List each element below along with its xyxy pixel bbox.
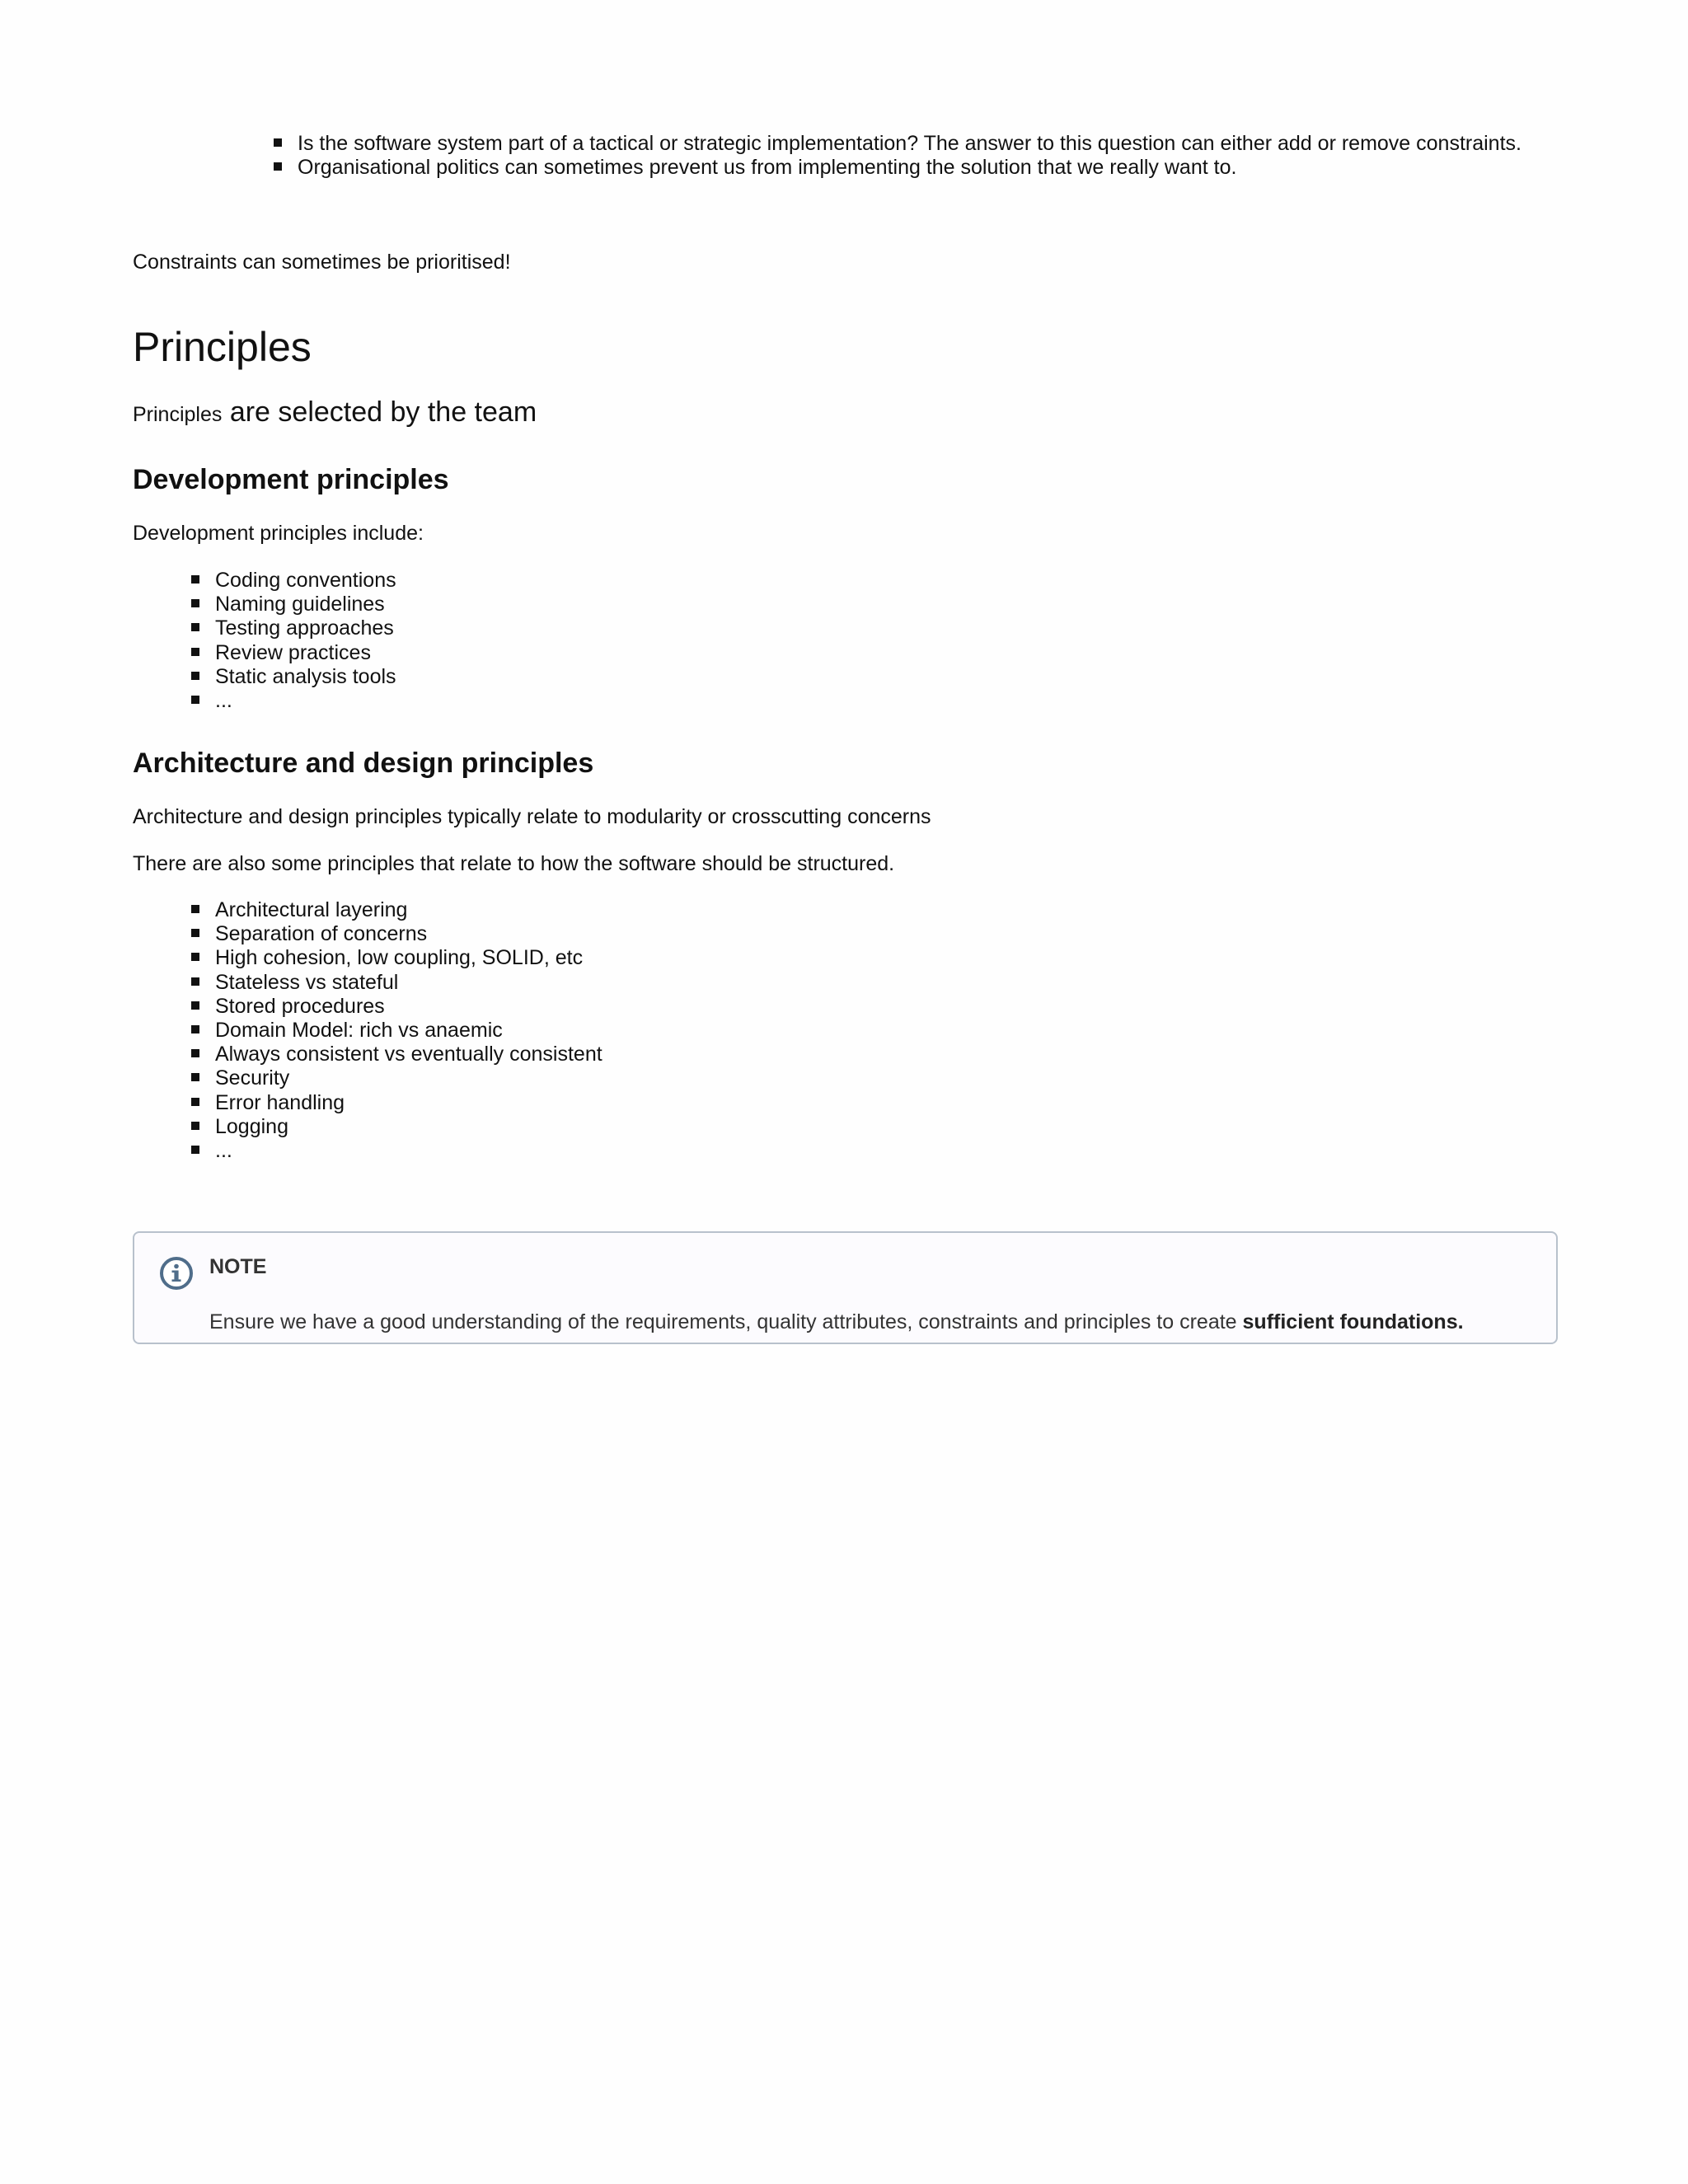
note-panel <box>133 1231 1558 1344</box>
list-item: Stored procedures <box>215 995 603 1019</box>
list-item: High cohesion, low coupling, SOLID, etc <box>215 946 603 970</box>
list-item: ... <box>215 1139 603 1163</box>
list-item: Separation of concerns <box>215 922 603 946</box>
list-item: Always consistent vs eventually consistent <box>215 1043 603 1066</box>
list-item: Logging <box>215 1115 603 1139</box>
development-principles-heading: Development principles <box>133 464 449 495</box>
architecture-principles-heading: Architecture and design principles <box>133 748 594 779</box>
architecture-intro-structure: There are also some principles that relate to how the software should be structured. <box>133 852 895 875</box>
development-principles-list <box>215 569 396 713</box>
info-icon <box>159 1256 194 1291</box>
development-list-block <box>215 569 396 713</box>
list-item: Review practices <box>215 641 396 665</box>
list-item: Security <box>215 1066 603 1090</box>
architecture-principles-list <box>215 898 603 1163</box>
list-item: Naming guidelines <box>215 593 396 616</box>
list-item: Static analysis tools <box>215 665 396 689</box>
note-title: NOTE <box>209 1255 267 1278</box>
list-item: Coding conventions <box>215 569 396 593</box>
principles-heading: Principles <box>133 324 312 370</box>
list-item: Stateless vs stateful <box>215 971 603 995</box>
development-intro: Development principles include: <box>133 522 424 545</box>
note-text: Ensure we have a good understanding of the requirements, quality attributes, constraints and principles to create sufficient foundations. <box>209 1310 1464 1333</box>
list-item: ... <box>215 689 396 713</box>
list-item: Error handling <box>215 1091 603 1115</box>
list-item: Is the software system part of a tactical or strategic implementation? The answer to this question can either add or remove constraints. <box>298 132 1583 156</box>
principles-intro: Principles are selected by the team <box>133 396 537 428</box>
list-item: Testing approaches <box>215 616 396 640</box>
list-item: Organisational politics can sometimes prevent us from implementing the solution that we really want to. <box>298 156 1583 180</box>
list-item: Architectural layering <box>215 898 603 922</box>
architecture-list-block <box>215 898 603 1163</box>
constraints-note: Constraints can sometimes be prioritised! <box>133 251 511 274</box>
list-item: Domain Model: rich vs anaemic <box>215 1019 603 1043</box>
note-bold-text: sufficient foundations. <box>1242 1310 1464 1333</box>
architecture-intro: Architecture and design principles typically relate to modularity or crosscutting concerns <box>133 805 931 828</box>
tactical-strategic-list <box>298 132 1583 180</box>
